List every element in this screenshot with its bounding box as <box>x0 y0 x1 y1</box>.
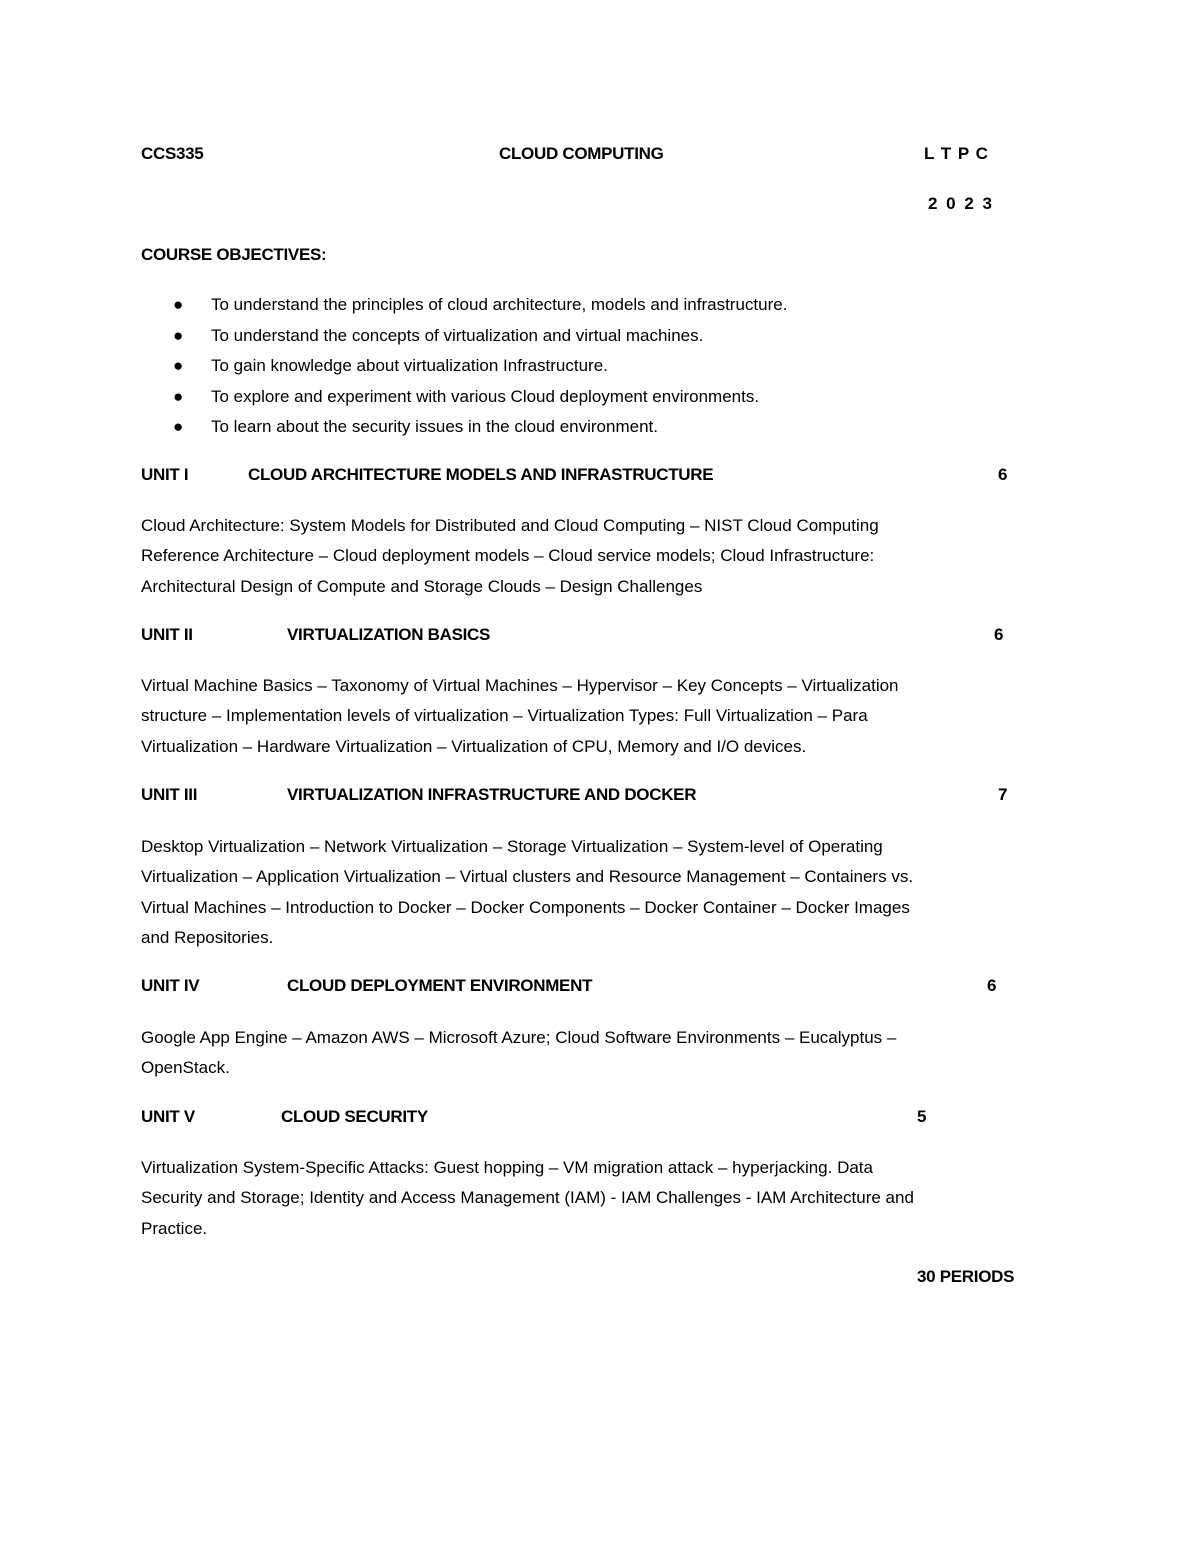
unit-1-title: CLOUD ARCHITECTURE MODELS AND INFRASTRUCTURE <box>248 465 714 484</box>
objective-item: ● To understand the principles of cloud architecture, models and infrastructure. <box>141 290 787 321</box>
unit-3-hours: 7 <box>998 785 1008 804</box>
unit-4-title: CLOUD DEPLOYMENT ENVIRONMENT <box>287 976 593 995</box>
bullet-icon: ● <box>173 356 184 375</box>
unit-3-label: UNIT III <box>141 785 198 804</box>
unit-2-description: Virtual Machine Basics – Taxonomy of Virtual Machines – Hypervisor – Key Concepts – Virtualization structure – Implementation levels of virtualization – Virtualization Types: Full Virtualization – Para Virtualization – Hardware Virtualization – Virtualization of CPU, Memory and I/O devices. <box>141 676 899 756</box>
unit-2-title: VIRTUALIZATION BASICS <box>287 625 491 644</box>
bullet-icon: ● <box>173 295 184 314</box>
objective-item: ● To gain knowledge about virtualization Infrastructure. <box>141 351 787 382</box>
bullet-icon: ● <box>173 325 184 345</box>
unit-2-label: UNIT II <box>141 625 193 644</box>
unit-3-title: VIRTUALIZATION INFRASTRUCTURE AND DOCKER <box>287 785 697 804</box>
unit-5-title: CLOUD SECURITY <box>281 1107 428 1126</box>
unit-3-description: Desktop Virtualization – Network Virtualization – Storage Virtualization – System-level of Operating Virtualization – Application Virtualization – Virtual clusters and Resource Management – Containers vs. Virtual Machines – Introduction to Docker – Docker Components – Docker Container – Docker Images and Repositories. <box>141 837 914 947</box>
unit-5-description: Virtualization System-Specific Attacks: Guest hopping – VM migration attack – hyperjacking. Data Security and Storage; Identity and Access Management (IAM) - IAM Challenges - IAM Architecture and Practice. <box>141 1158 914 1238</box>
unit-5-label: UNIT V <box>141 1107 195 1126</box>
unit-4-description: Google App Engine – Amazon AWS – Microsoft Azure; Cloud Software Environments – Eucalyptus – OpenStack. <box>141 1028 897 1078</box>
unit-1-description: Cloud Architecture: System Models for Distributed and Cloud Computing – NIST Cloud Computing Reference Architecture – Cloud deployment models – Cloud service models; Cloud Infrastructure: Architectural Design of Compute and Storage Clouds – Design Challenges <box>141 516 879 596</box>
objective-item: ● To explore and experiment with various Cloud deployment environments. <box>141 382 787 413</box>
course-title: CLOUD COMPUTING <box>499 144 664 163</box>
unit-1-hours: 6 <box>998 465 1008 484</box>
unit-4-hours: 6 <box>987 976 997 995</box>
total-periods: 30 PERIODS <box>917 1267 1015 1286</box>
unit-5-hours: 5 <box>917 1107 927 1126</box>
unit-4-label: UNIT IV <box>141 976 200 995</box>
course-code: CCS335 <box>141 144 204 163</box>
objectives-heading: COURSE OBJECTIVES: <box>141 245 327 264</box>
ltpc-values: 2 0 2 3 <box>928 194 994 213</box>
objectives-list <box>141 290 787 443</box>
unit-1-label: UNIT I <box>141 465 189 484</box>
ltpc-label: L T P C <box>924 144 989 163</box>
unit-2-hours: 6 <box>994 625 1004 644</box>
objective-item: ● To understand the concepts of virtualization and virtual machines. <box>141 321 787 352</box>
bullet-icon: ● <box>173 386 184 406</box>
objective-item: ● To learn about the security issues in the cloud environment. <box>141 412 787 443</box>
bullet-icon: ● <box>173 417 184 436</box>
